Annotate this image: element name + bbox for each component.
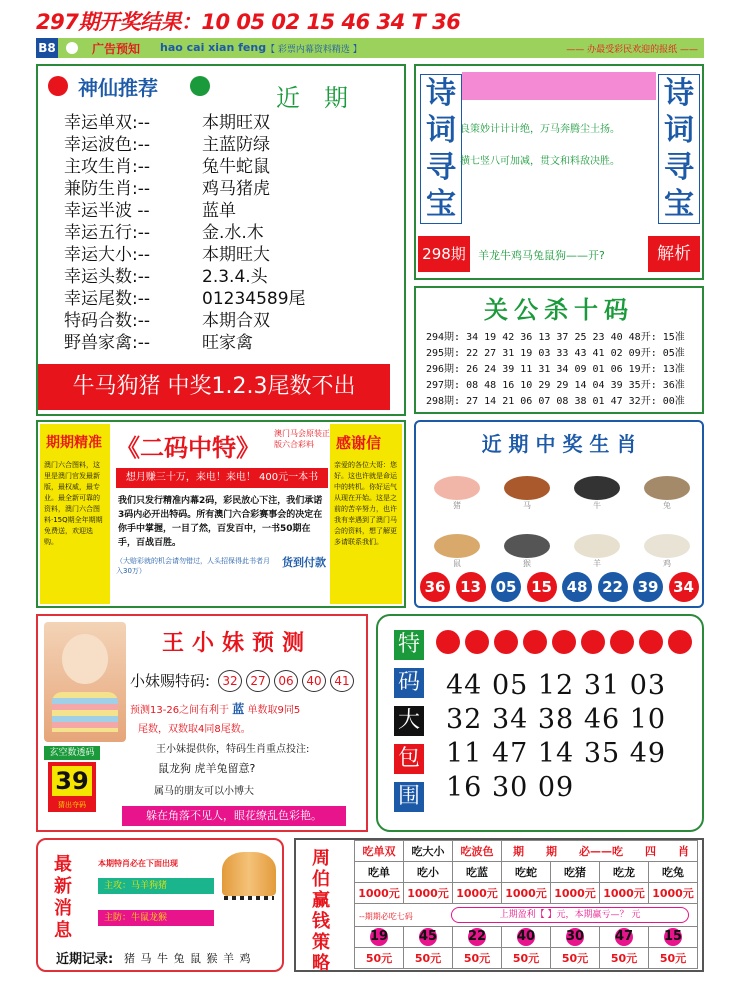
poem-char: 词 [426,113,456,148]
portrait-photo [44,622,126,742]
wang-line-4: 鼠龙狗 虎羊兔留意? [158,762,256,775]
lucky-value: 鸡马猪虎 [202,179,270,199]
ad-left-title: 期期精准 [46,435,102,451]
special-number-row: 44 05 12 31 03 [446,670,667,701]
strategy-bet-cell: 吃单 [355,862,404,883]
lucky-value: 本期旺大 [202,245,270,265]
wang-line-5: 属马的朋友可以小博大 [154,786,254,797]
special-number-row: 11 47 14 35 49 [446,738,667,769]
strategy-head-cell: 吃波色 [453,841,502,862]
special-code-panel [376,614,704,832]
strategy-mid-row [355,904,698,927]
number-ball: 05 [491,572,521,602]
badge-label: 玄空数透码 [44,746,100,760]
ad-title: 广告预知 [92,42,141,56]
lucky-value: 2.3.4.头 [202,267,268,287]
red-dot-icon [552,630,576,654]
ad-body: 我们只发行精准内幕2码，彩民放心下注，我们承诺3码内必开出特码。所有澳门六合彩赛事会的决定在你手中掌握，一目了然，百发百中，一书50期在手，百战百胜。 [118,496,323,548]
special-side-char: 围 [394,782,424,812]
pink-ball: 47 [615,929,634,944]
strategy-head-row [355,841,698,862]
red-dot-icon [610,630,634,654]
lucky-value: 本期合双 [202,311,270,331]
kill-row: 297期: 08 48 16 10 29 29 14 04 39 35开: 36准 [426,380,685,391]
poem-char: 宝 [426,187,456,222]
kill-title: 关公杀十码 [484,295,634,324]
lucky-label: 幸运波色:-- [64,135,150,155]
zodiac-animal-8 [638,524,696,568]
news-title-char: 消 [54,898,72,919]
lucky-label: 幸运单双:-- [64,113,150,133]
kill-row: 294期: 34 19 42 36 13 37 25 23 40 48开: 15准 [426,332,685,343]
recent-record-label: 近期记录: [56,952,114,967]
strategy-amount-row [355,883,698,904]
lucky-label: 兼防生肖:-- [64,179,150,199]
lucky-value: 01234589尾 [202,289,306,309]
strategy-amount-cell: 1000元 [404,883,453,904]
strategy-small-cell: 50元 [404,948,453,969]
special-side-char: 包 [394,744,424,774]
kill-ten-panel [414,286,704,414]
animal-body-icon [504,534,550,558]
dot-icon [66,42,78,54]
number-ball: 39 [633,572,663,602]
strategy-bet-cell: 吃猪 [551,862,600,883]
wang-panel [36,614,368,832]
news-panel [36,838,284,972]
predict-text-a: 预测13-26之间有利于 [130,705,230,716]
strategy-amount-cell: 1000元 [355,883,404,904]
poem-char: 宝 [664,187,694,222]
strategy-title-char: 赢 [312,890,330,911]
lucky-label: 野兽家禽:-- [64,333,150,353]
ad-right-title: 感谢信 [336,434,382,452]
zodiac-title: 近 期 中 奖 生 肖 [481,432,637,456]
ad-left-column [40,424,110,604]
strategy-number-cell [502,927,551,948]
kill-row: 295期: 22 27 31 19 03 33 43 41 02 09开: 05准 [426,348,685,359]
ad-main-title: 《二码中特》 [116,433,260,462]
lucky-value: 旺家禽 [202,333,253,353]
animal-body-icon [504,476,550,500]
red-dot-icon [494,630,518,654]
lucky-row [64,328,253,353]
tiger-icon [222,852,276,896]
number-ball: 34 [669,572,699,602]
strategy-number-cell [551,927,600,948]
strategy-bet-cell: 吃小 [404,862,453,883]
strategy-bet-cell: 吃蓝 [453,862,502,883]
zodiac-animal-7 [568,524,626,568]
red-dot-icon [639,630,663,654]
strategy-number-cell [600,927,649,948]
special-number-row: 32 34 38 46 10 [446,704,667,735]
wang-line-3: 王小妹提供你，特码生肖重点投注: [156,744,310,755]
predict-line-2: 尾数，双数取4同8尾数。 [138,724,251,735]
poem-line-1: 良策妙计计计绝，万马奔腾尘土扬。 [460,124,620,135]
strategy-title-char: 钱 [312,911,330,932]
strategy-number-cell [453,927,502,948]
strategy-number-row [355,927,698,948]
number-ball: 48 [562,572,592,602]
strategy-table [354,840,698,969]
news-title-char: 息 [54,920,72,941]
animal-name: 马 [523,501,531,510]
special-side-char: 大 [394,706,424,736]
zodiac-panel [414,420,704,608]
poem-panel [414,64,704,280]
gift-number: 41 [330,670,354,692]
seal-text: 猜出夺码 [58,801,86,809]
pink-ball: 45 [419,929,438,944]
strategy-bet-cell: 吃蛇 [502,862,551,883]
number-ball: 15 [527,572,557,602]
strategy-small-cell: 50元 [502,948,551,969]
poem-char: 诗 [664,76,694,111]
gift-number: 32 [218,670,242,692]
ad-slogan: —— 办最受彩民欢迎的报纸 —— [566,45,698,55]
animal-body-icon [644,476,690,500]
draw-result-title: 297期开奖结果：10 05 02 15 46 34 T 36 [36,10,461,34]
pink-ball: 30 [566,929,585,944]
strategy-amount-cell: 1000元 [600,883,649,904]
wang-banner: 躲在角落不见人，眼花缭乱色彩艳。 [122,806,346,826]
striped-top-shape [52,692,118,732]
news-attack: 主攻：马羊狗猪 [98,878,214,894]
zodiac-animal-6 [498,524,556,568]
predict-color: 蓝 [232,702,245,716]
ad-pinyin: hao cai xian feng [160,41,267,54]
ad-slogan: 想月赚三十万，来电！来电！ 400元一本书 [116,468,328,488]
poem-column-left [420,74,462,224]
ad-buy: 货到付款 [282,556,326,569]
lucky-label: 幸运五行:-- [64,223,150,243]
strategy-mid-right: 上期盈利【 】元，本期赢亏—？ 元 [451,907,689,923]
red-dot-icon [48,76,68,96]
lucky-label: 主攻生肖:-- [64,157,150,177]
pink-blank-box [462,72,656,100]
animal-name: 鼠 [453,559,461,568]
poem-column-right [658,74,700,224]
zodiac-animal-2 [498,466,556,510]
red-dot-icon [581,630,605,654]
ad-right-column [330,424,402,604]
lucky-label: 幸运头数:-- [64,267,150,287]
wang-title: 王小妹预测 [162,630,313,656]
kill-row: 296期: 26 24 39 11 31 34 09 01 06 19开: 13准 [426,364,685,375]
number-ball: 36 [420,572,450,602]
green-dot-icon [190,76,210,96]
strategy-head-four: 期 期 必——吃 四 肖 [502,841,698,862]
strategy-small-cell: 50元 [649,948,698,969]
poem-char: 诗 [426,76,456,111]
pink-ball: 22 [468,929,487,944]
lucky-panel [36,64,406,416]
special-number-row: 16 30 09 [446,772,575,803]
strategy-small-cell: 50元 [453,948,502,969]
strategy-title-char: 策 [312,932,330,953]
pink-ball: 15 [664,929,683,944]
gift-number: 27 [246,670,270,692]
poem-char: 寻 [426,150,456,185]
news-title-char: 最 [54,854,72,875]
lucky-value: 金.水.木 [202,223,264,243]
special-side-char: 特 [394,630,424,660]
special-side-char: 码 [394,668,424,698]
animal-body-icon [434,534,480,558]
animal-body-icon [574,476,620,500]
ad-note: （大赔彩就的机会请勿错过，人头招保得此书者月入30万） [116,557,270,575]
strategy-small-row [355,948,698,969]
ad-panel [36,420,406,608]
big-number: 39 [52,766,92,796]
poem-line-2: 横七竖八可加减，贯文和料敌决胜。 [460,156,620,167]
recent-label: 近 期 [276,84,348,112]
poem-issue: 298期 [418,236,470,272]
animal-name: 羊 [593,559,601,568]
animal-name: 鸡 [663,559,671,568]
news-defend: 主防：牛鼠龙猴 [98,910,214,926]
strategy-bet-row [355,862,698,883]
lucky-label: 幸运半波 -- [64,201,150,221]
poem-char: 词 [664,113,694,148]
gift-label: 小妹赐特码: [130,672,211,690]
tiger-stripes-icon [224,896,274,900]
strategy-title-char: 伯 [312,869,330,890]
lucky-value: 蓝单 [202,201,236,221]
strategy-amount-cell: 1000元 [502,883,551,904]
ad-left-text: 澳门六合图料，这里是澳门官发最新版，最权威，最专业。最全新可靠的资料，澳门六合图料·15Q期全年期期免费送，欢迎选购。 [44,461,103,546]
big-number-box [48,762,96,812]
strategy-bet-cell: 吃龙 [600,862,649,883]
news-title-char: 新 [54,876,72,897]
number-ball: 22 [598,572,628,602]
zodiac-animal-1 [428,466,486,510]
pink-ball: 19 [370,929,389,944]
lucky-value: 主蓝防绿 [202,135,270,155]
animal-body-icon [574,534,620,558]
lucky-label: 幸运尾数:-- [64,289,150,309]
gift-number: 06 [274,670,298,692]
red-dot-icon [668,630,692,654]
animal-body-icon [434,476,480,500]
poem-answer: 羊龙牛鸡马兔鼠狗——开? [478,249,605,262]
strategy-amount-cell: 1000元 [551,883,600,904]
strategy-title-char: 略 [312,953,330,974]
strategy-amount-cell: 1000元 [649,883,698,904]
strategy-number-cell [355,927,404,948]
strategy-small-cell: 50元 [551,948,600,969]
strategy-small-cell: 50元 [355,948,404,969]
animal-name: 猪 [453,501,461,510]
recent-record: 猪 马 牛 兔 鼠 猴 羊 鸡 [124,952,252,965]
strategy-number-cell [404,927,453,948]
ad-side-title: 澳门马会原装正版六合彩料 [274,429,330,449]
strategy-head-cell: 吃单双 [355,841,404,862]
news-hint: 本期特肖必在下面出现 [98,859,178,868]
lucky-title: 神仙推荐 [78,76,158,100]
red-dot-icon [436,630,460,654]
poem-char: 寻 [664,150,694,185]
zodiac-animal-4 [638,466,696,510]
animal-name: 兔 [663,501,671,510]
ad-subtitle: 【 彩票内幕资料精选 】 [266,45,362,55]
header-banner [36,38,704,58]
page-tag: B8 [36,38,58,58]
strategy-amount-cell: 1000元 [453,883,502,904]
poem-analysis: 解析 [648,236,700,272]
lucky-label: 特码合数:-- [64,311,150,331]
lucky-banner: 牛马狗猪 中奖1.2.3尾数不出 [38,364,390,410]
strategy-mid-left: --期期必吃七码 [359,911,413,921]
animal-name: 猴 [523,559,531,568]
strategy-bet-cell: 吃兔 [649,862,698,883]
gift-number: 40 [302,670,326,692]
strategy-panel [294,838,704,972]
lucky-label: 幸运大小:-- [64,245,150,265]
number-ball: 13 [456,572,486,602]
predict-text-c: 单数取9同5 [247,705,301,716]
face-shape [62,634,108,684]
strategy-head-cell: 吃大小 [404,841,453,862]
red-dot-icon [523,630,547,654]
strategy-small-cell: 50元 [600,948,649,969]
lucky-value: 本期旺双 [202,113,270,133]
animal-name: 牛 [593,501,601,510]
animal-body-icon [644,534,690,558]
red-dot-icon [465,630,489,654]
strategy-title-char: 周 [312,848,330,869]
pink-ball: 40 [517,929,536,944]
kill-row: 298期: 27 14 21 06 07 08 38 01 47 32开: 00准 [426,396,685,407]
ad-right-text: 亲爱的各位大哥：您好。这也许就是命运中的转机。你好运气从现在开始。这是之前的苦辛努力，也许我有幸遇到了澳门马会的资料，想了解更多请联系我们。 [334,461,397,546]
lucky-value: 兔牛蛇鼠 [202,157,270,177]
zodiac-animal-3 [568,466,626,510]
zodiac-animal-5 [428,524,486,568]
strategy-number-cell [649,927,698,948]
